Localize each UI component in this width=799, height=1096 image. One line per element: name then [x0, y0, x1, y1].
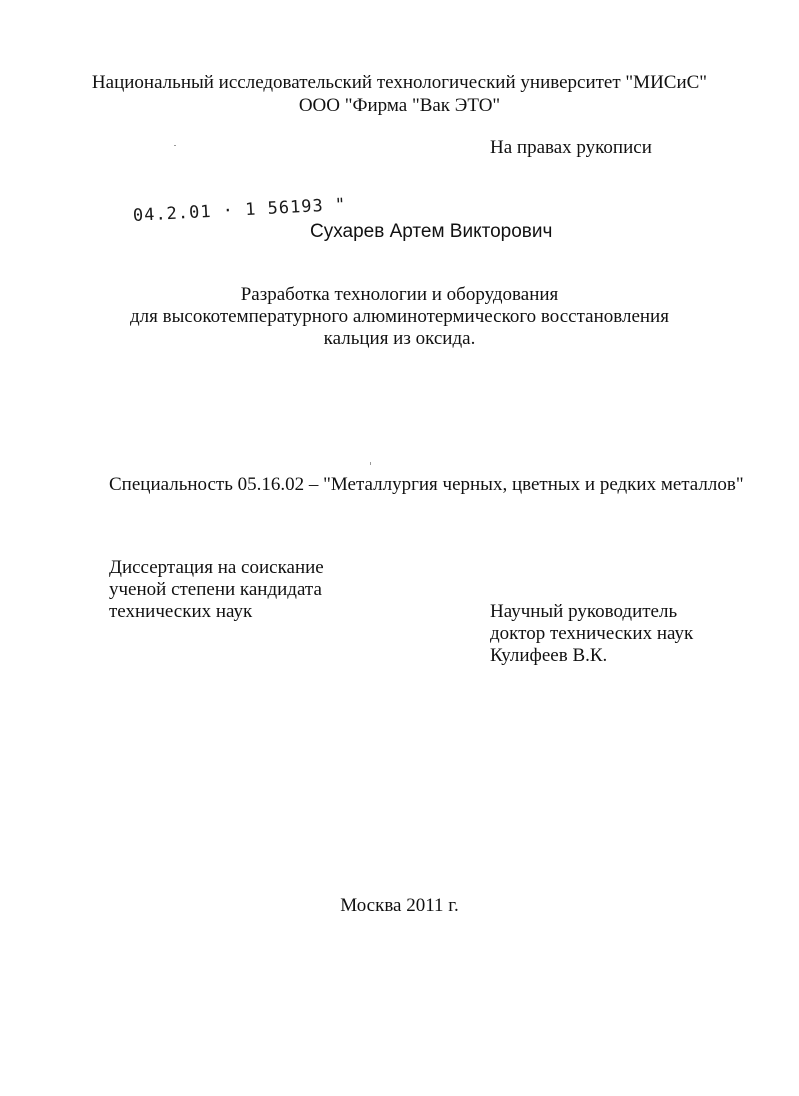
manuscript-note: На правах рукописи	[490, 137, 652, 158]
author-name: Сухарев Артем Викторович	[310, 221, 553, 242]
supervisor-line-1: Научный руководитель	[490, 601, 678, 622]
thesis-title-line-3: кальция из оксида.	[323, 328, 476, 349]
university-name: Национальный исследовательский технологический университет "МИСиС"	[91, 72, 708, 93]
city-year: Москва 2011 г.	[340, 895, 459, 916]
registration-number-stamp: 04.2.01 · 1 56193 "	[132, 194, 347, 226]
dissertation-line-1: Диссертация на соискание	[109, 557, 324, 578]
dissertation-line-2: ученой степени кандидата	[109, 579, 322, 600]
dissertation-line-3: технических наук	[109, 601, 253, 622]
specialty-line: Специальность 05.16.02 – "Металлургия черных, цветных и редких металлов"	[109, 474, 744, 495]
scan-speck	[174, 145, 176, 146]
company-name: ООО "Фирма "Вак ЭТО"	[298, 95, 501, 116]
supervisor-line-3: Кулифеев В.К.	[490, 645, 608, 666]
scan-speck	[370, 462, 371, 465]
supervisor-line-2: доктор технических наук	[490, 623, 694, 644]
thesis-title-line-2: для высокотемпературного алюминотермического восстановления	[130, 306, 669, 327]
thesis-title-line-1: Разработка технологии и оборудования	[240, 284, 559, 305]
